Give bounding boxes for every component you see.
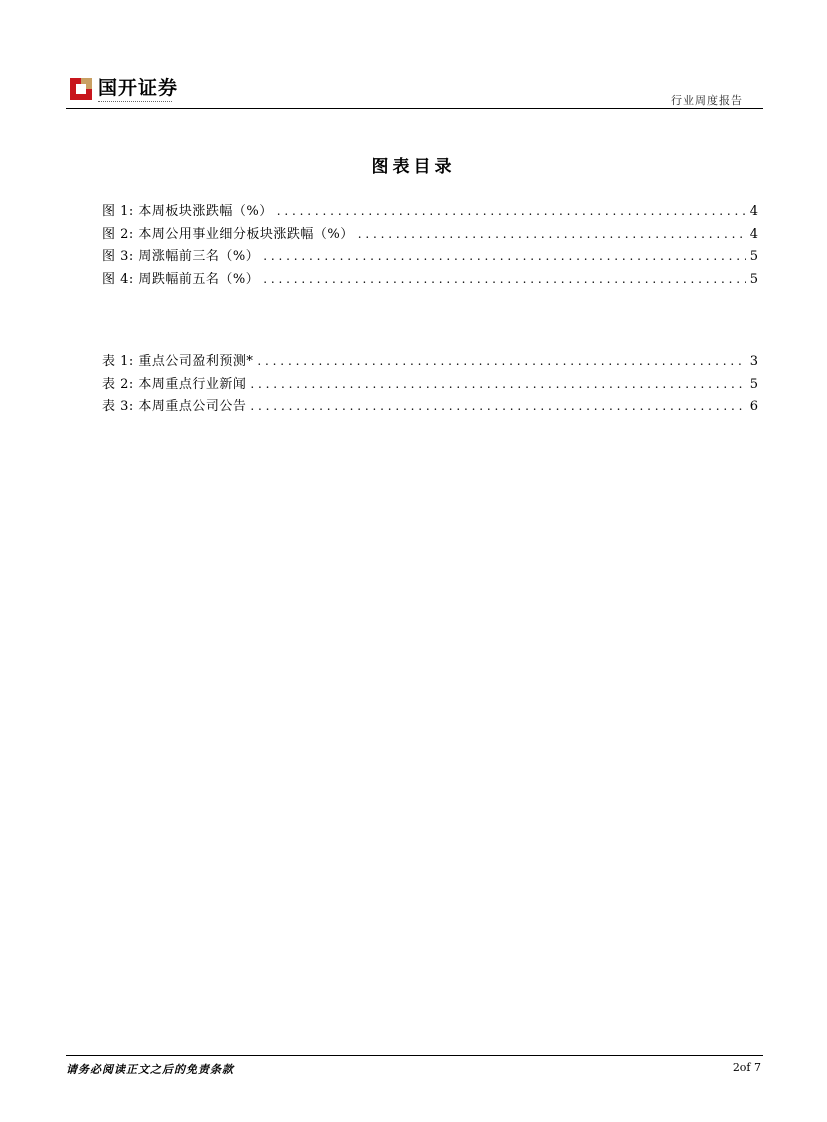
toc-entry-label: 表 2: 本周重点行业新闻: [102, 376, 247, 392]
toc-entry-figure-3[interactable]: [102, 245, 758, 268]
leader-dots: [277, 204, 746, 218]
toc-entry-figure-4[interactable]: [102, 268, 758, 291]
toc-entry-figure-1[interactable]: [102, 200, 758, 223]
footer-divider: [66, 1055, 763, 1056]
company-logo: [70, 78, 178, 104]
logo-name: 国开证券: [98, 77, 179, 99]
toc-entry-page: 5: [749, 249, 758, 264]
leader-dots: [250, 377, 745, 391]
logo-mark-icon: [70, 78, 92, 100]
leader-dots: [263, 249, 745, 263]
report-type: 行业周度报告: [671, 94, 743, 107]
toc-entry-page: 4: [749, 204, 758, 219]
page-header: [66, 74, 763, 110]
figure-list: [102, 200, 758, 290]
toc-entry-label: 图 3: 周涨幅前三名（%）: [102, 249, 260, 264]
toc-entry-page: 6: [749, 399, 758, 414]
toc-entry-label: 表 1: 重点公司盈利预测*: [102, 354, 254, 369]
leader-dots: [257, 354, 745, 368]
footer-disclaimer: 请务必阅读正文之后的免责条款: [66, 1063, 234, 1076]
page-number: 2of 7: [732, 1061, 761, 1074]
leader-dots: [250, 399, 745, 413]
logo-subline: [98, 101, 172, 104]
toc-entry-table-1[interactable]: [102, 350, 758, 373]
toc-entry-table-2[interactable]: [102, 373, 758, 396]
leader-dots: [263, 272, 745, 286]
toc-title: 图表目录: [371, 157, 456, 177]
toc-entry-page: 5: [749, 376, 758, 392]
toc-entry-page: 5: [749, 271, 758, 287]
toc-entry-figure-2[interactable]: [102, 223, 758, 246]
toc-entry-page: 3: [749, 354, 758, 369]
toc-entry-label: 图 1: 本周板块涨跌幅（%）: [102, 204, 273, 219]
toc-entry-label: 表 3: 本周重点公司公告: [102, 399, 247, 414]
leader-dots: [358, 227, 746, 241]
header-divider: [66, 108, 763, 109]
toc-entry-table-3[interactable]: [102, 395, 758, 418]
table-list: [102, 350, 758, 418]
toc-entry-page: 4: [749, 226, 758, 242]
toc-entry-label: 图 4: 周跌幅前五名（%）: [102, 271, 260, 287]
toc-entry-label: 图 2: 本周公用事业细分板块涨跌幅（%）: [102, 226, 354, 242]
